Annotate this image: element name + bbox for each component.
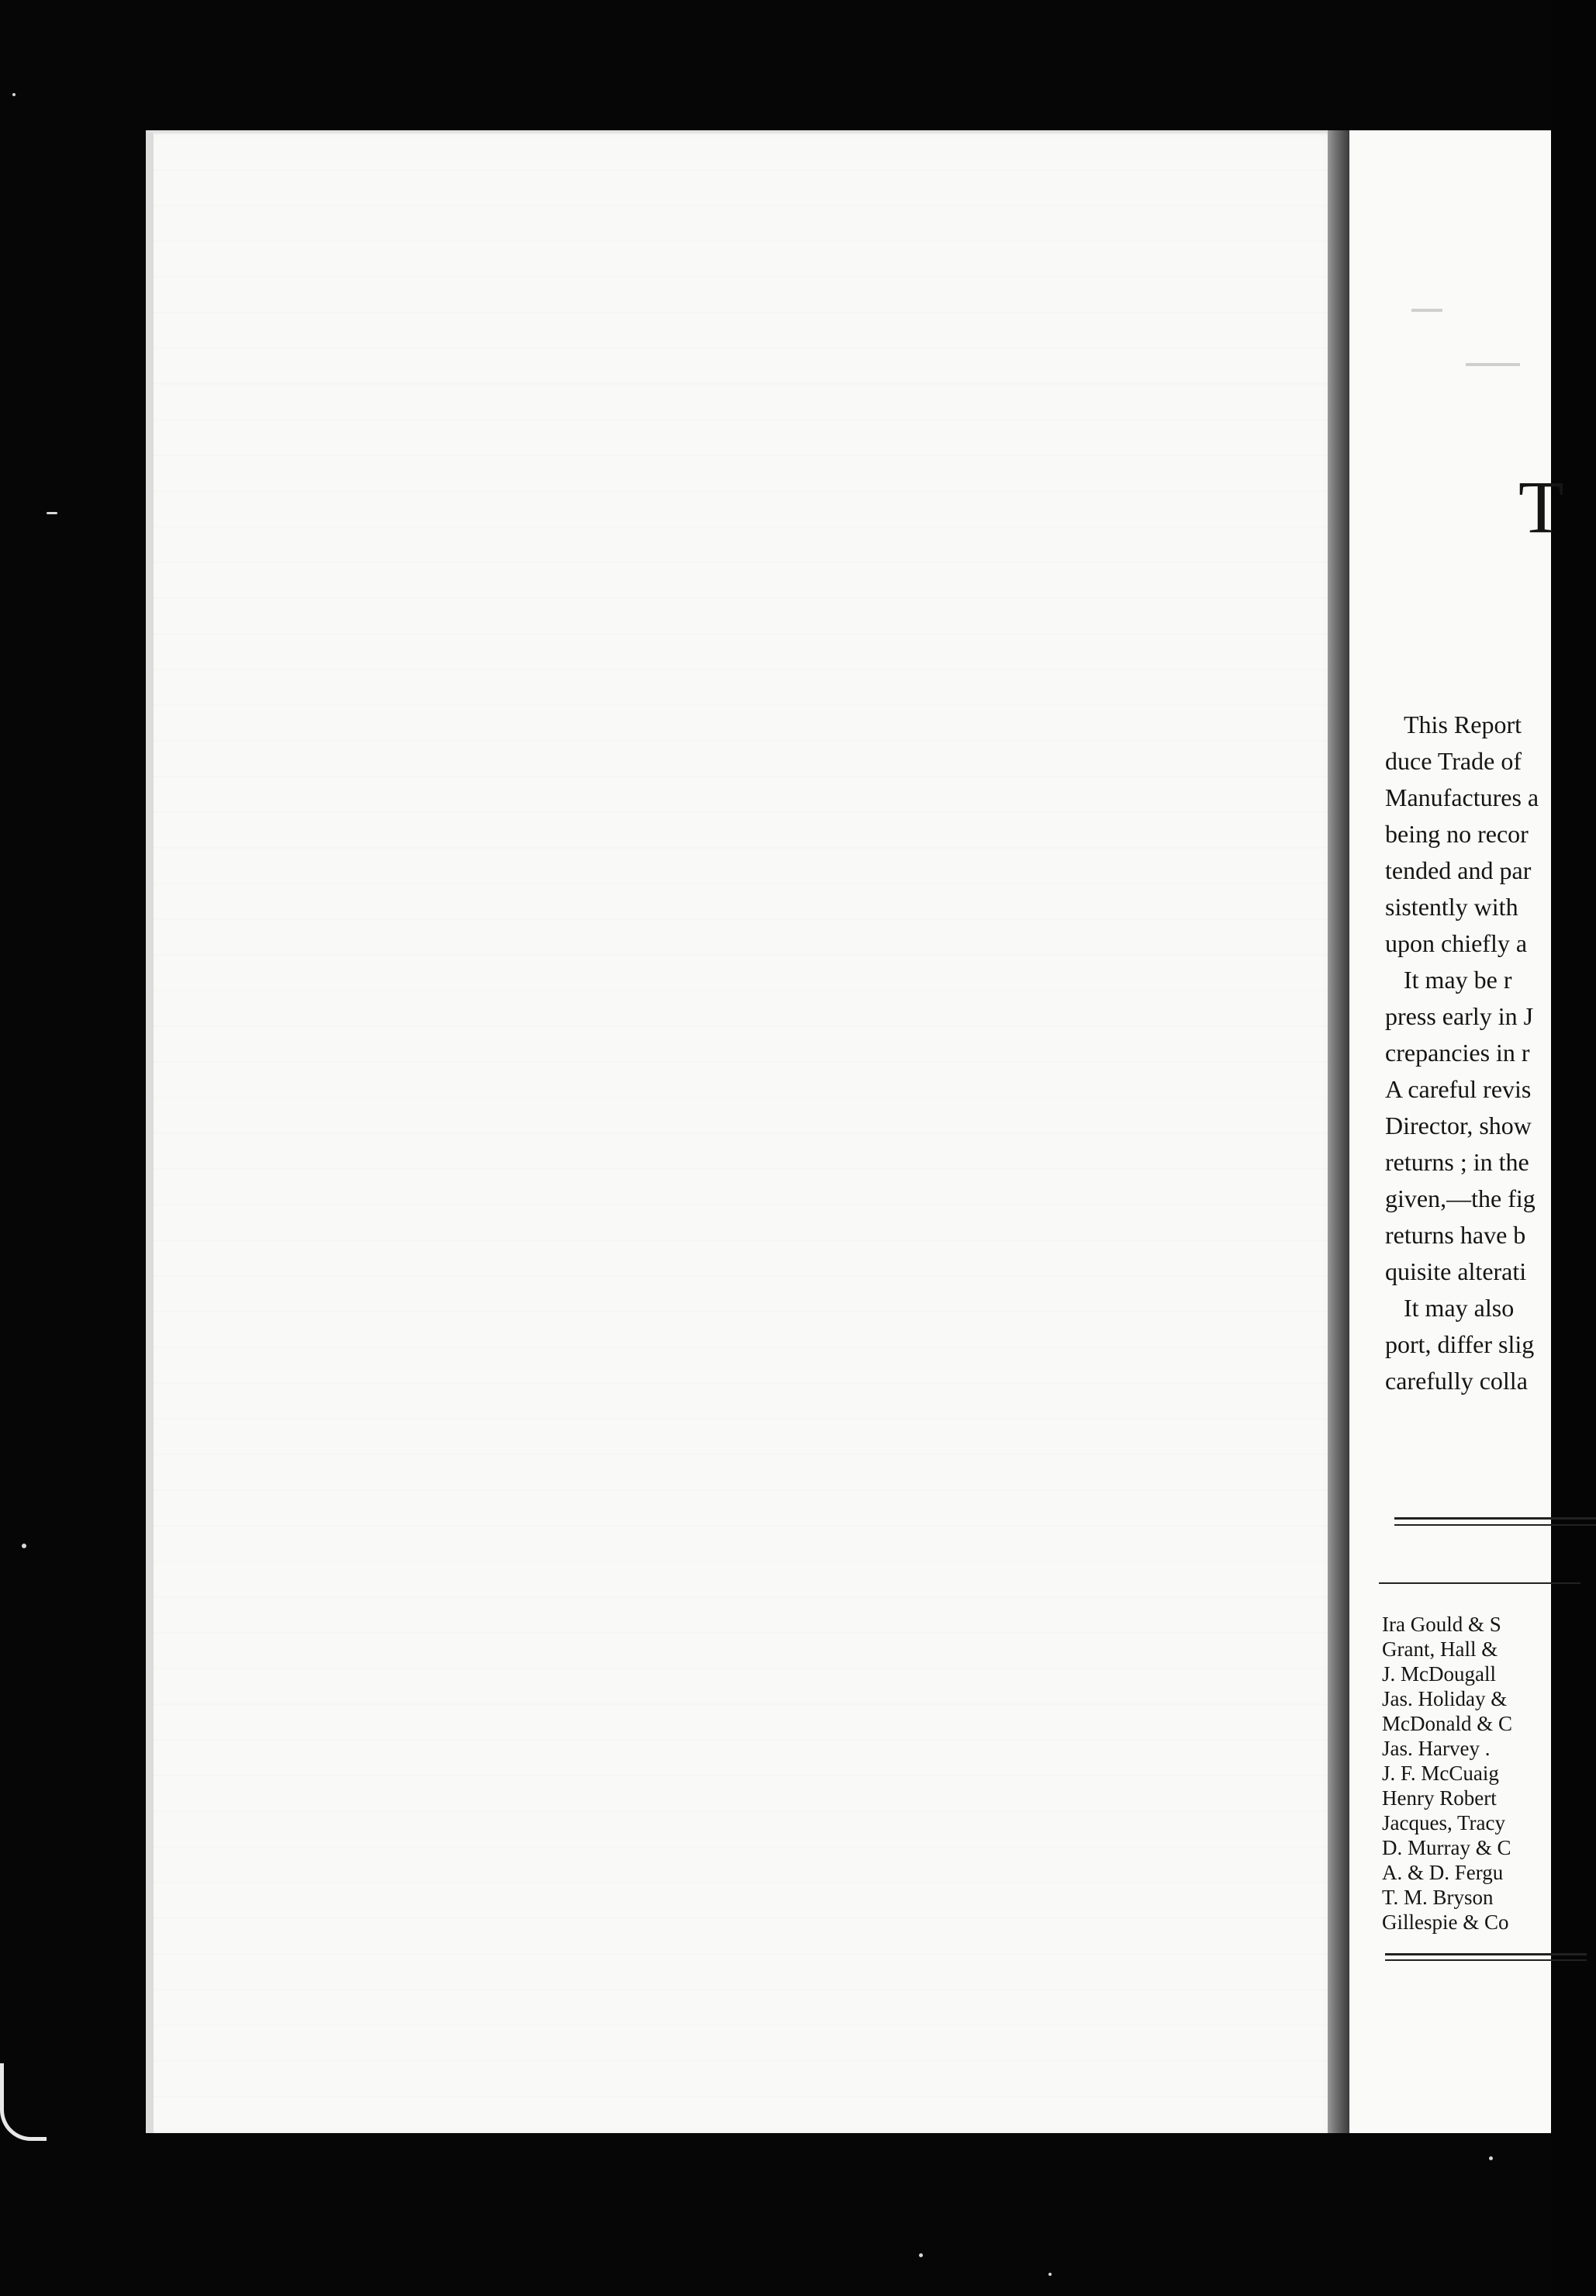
double-rule-top [1394, 1517, 1596, 1520]
double-rule-top [1394, 1524, 1596, 1526]
paragraph-line: It may be r [1404, 966, 1512, 994]
paragraph-line: press early in J [1385, 1002, 1534, 1030]
show-through-mark [1411, 309, 1442, 312]
double-rule-bottom [1385, 1953, 1587, 1955]
firm-name: Jas. Holiday & [1382, 1687, 1508, 1710]
firm-name: T. M. Bryson [1382, 1886, 1494, 1909]
firm-name: Henry Robert [1382, 1786, 1497, 1810]
report-title-initial: T [1518, 465, 1564, 548]
right-page-partial [1349, 130, 1564, 2133]
firm-name: McDonald & C [1382, 1712, 1512, 1735]
firm-name: D. Murray & C [1382, 1836, 1511, 1859]
paragraph-line: upon chiefly a [1385, 929, 1528, 957]
firm-name: J. F. McCuaig [1382, 1762, 1499, 1785]
firm-name: Jacques, Tracy [1382, 1811, 1505, 1834]
double-rule-bottom [1385, 1959, 1587, 1961]
blank-left-page [146, 130, 1332, 2133]
paragraph-line: sistently with [1385, 893, 1518, 921]
firm-name: Gillespie & Co [1382, 1910, 1509, 1934]
paragraph-line: Manufactures a [1385, 783, 1539, 811]
firm-name: Ira Gould & S [1382, 1613, 1501, 1636]
show-through-mark [1466, 363, 1520, 366]
dust-speck [1489, 2156, 1493, 2160]
dust-speck [12, 93, 16, 96]
paragraph-line: given,—the fig [1385, 1184, 1536, 1212]
paragraph-line: carefully colla [1385, 1367, 1528, 1395]
paragraph-line: returns have b [1385, 1221, 1526, 1249]
firm-name: A. & D. Fergu [1382, 1861, 1504, 1884]
paragraph-line: It may also [1404, 1294, 1515, 1322]
firm-name: Grant, Hall & [1382, 1637, 1498, 1661]
dust-speck [22, 1544, 26, 1548]
dust-speck [1048, 2273, 1052, 2276]
firm-name: J. McDougall [1382, 1662, 1496, 1686]
page-edge-curl [0, 2063, 47, 2141]
dust-speck [47, 512, 57, 514]
paragraph-line: being no recor [1385, 820, 1529, 848]
paragraph-line: returns ; in the [1385, 1148, 1529, 1176]
paragraph-line: This Report [1404, 711, 1522, 738]
paragraph-line: Director, show [1385, 1112, 1532, 1139]
book-gutter [1328, 130, 1349, 2133]
paragraph-line: crepancies in r [1385, 1039, 1530, 1067]
paragraph-line: port, differ slig [1385, 1330, 1535, 1358]
table-header-rule [1379, 1582, 1580, 1584]
firm-name: Jas. Harvey . [1382, 1737, 1491, 1760]
paragraph-line: duce Trade of [1385, 747, 1522, 775]
paragraph-line: quisite alterati [1385, 1257, 1527, 1285]
paragraph-line: A careful revis [1385, 1075, 1532, 1103]
dust-speck [919, 2253, 923, 2257]
paragraph-line: tended and par [1385, 856, 1532, 884]
show-through-texture [154, 133, 1332, 2133]
